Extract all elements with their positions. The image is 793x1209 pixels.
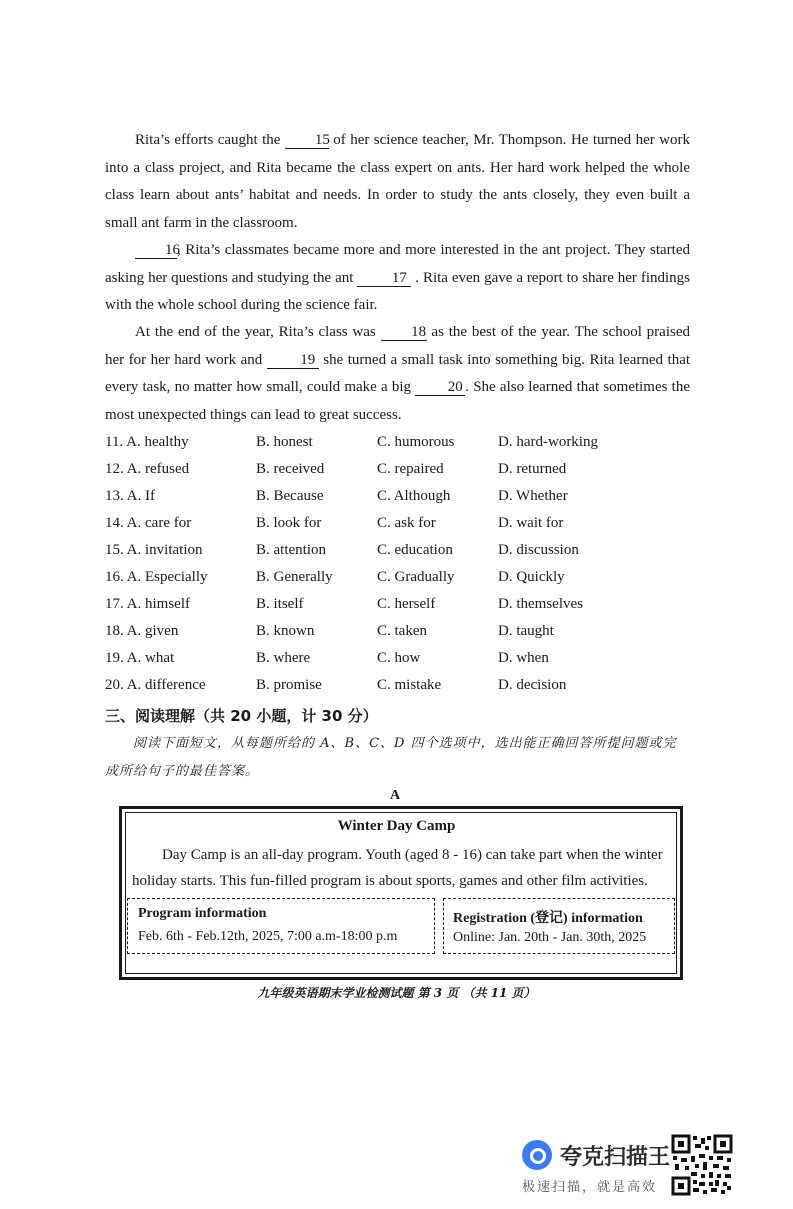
option-b[interactable]: B. look for: [256, 515, 322, 531]
option-b[interactable]: B. itself: [256, 596, 304, 612]
option-row-20: [105, 677, 705, 701]
passage-text: At the end of the year, Rita’s class was: [135, 324, 376, 340]
blank-20[interactable]: 20: [415, 379, 465, 396]
option-a[interactable]: 16. A. Especially: [105, 569, 208, 585]
section-heading: 三、阅读理解（共 20 小题，计 30 分）: [105, 707, 378, 725]
option-a[interactable]: 18. A. given: [105, 623, 179, 639]
option-row-19: [105, 650, 705, 674]
option-d[interactable]: D. returned: [498, 461, 567, 477]
option-c[interactable]: C. Although: [377, 488, 451, 504]
option-d[interactable]: D. Whether: [498, 488, 568, 504]
option-b[interactable]: B. known: [256, 623, 315, 639]
option-row-13: [105, 488, 705, 512]
option-c[interactable]: C. ask for: [377, 515, 436, 531]
passage-text: . She also learned that sometimes the most unexpected things can lead to great success.: [105, 379, 690, 423]
passage-paragraph-1: [105, 127, 690, 237]
option-row-18: [105, 623, 705, 647]
option-a[interactable]: 11. A. healthy: [105, 434, 189, 450]
option-d[interactable]: D. when: [498, 650, 549, 666]
passage-text: she turned a small task into something big. Rita learned that every task, no matter how small, could make a big: [105, 351, 691, 395]
option-a[interactable]: 13. A. If: [105, 488, 155, 504]
notice-body: Day Camp is an all-day program. Youth (aged 8 - 16) can take part when the winter holiday starts. This fun-filled program is about sports, games and other film activities.: [132, 847, 663, 889]
passage-text: as the best of the year. The school praised her for her hard work and: [105, 324, 690, 368]
option-b[interactable]: B. Generally: [256, 569, 333, 585]
option-c[interactable]: C. repaired: [377, 461, 444, 477]
option-row-14: [105, 515, 705, 539]
option-c[interactable]: C. mistake: [377, 677, 442, 693]
option-d[interactable]: D. Quickly: [498, 569, 565, 585]
option-row-15: [105, 542, 705, 566]
option-b[interactable]: B. Because: [256, 488, 324, 504]
qr-code-icon: [671, 1134, 733, 1196]
option-row-12: [105, 461, 705, 485]
passage-text: Rita’s efforts caught the: [135, 132, 281, 148]
program-info-value: Feb. 6th - Feb.12th, 2025, 7:00 a.m-18:00 p.m: [138, 929, 398, 944]
registration-info-title: Registration (登记) information: [453, 911, 643, 926]
blank-16[interactable]: 16: [135, 242, 177, 259]
option-c[interactable]: C. humorous: [377, 434, 455, 450]
option-d[interactable]: D. discussion: [498, 542, 579, 558]
option-c[interactable]: C. education: [377, 542, 453, 558]
option-b[interactable]: B. honest: [256, 434, 313, 450]
option-row-16: [105, 569, 705, 593]
option-a[interactable]: 17. A. himself: [105, 596, 190, 612]
option-b[interactable]: B. attention: [256, 542, 326, 558]
option-b[interactable]: B. received: [256, 461, 325, 477]
option-d[interactable]: D. themselves: [498, 596, 583, 612]
blank-17[interactable]: 17: [357, 270, 411, 287]
blank-15[interactable]: 15: [285, 132, 329, 149]
option-d[interactable]: D. taught: [498, 623, 554, 639]
program-info-title: Program information: [138, 906, 267, 921]
passage-text: . Rita even gave a report to share her findings with the whole school during the science fair.: [105, 269, 691, 313]
registration-info-value: Online: Jan. 20th - Jan. 30th, 2025: [453, 930, 647, 945]
section-instructions: 阅读下面短文，从每题所给的 A、B、C、D 四个选项中，选出能正确回答所提问题或完成所给句子的最佳答案。: [105, 736, 677, 779]
option-a[interactable]: 19. A. what: [105, 650, 175, 666]
passage-text: , Rita’s classmates became more and more interested in the ant project. They started asking her questions and studying the ant: [105, 242, 690, 286]
scanner-slogan: 极速扫描，就是高效: [522, 1180, 658, 1195]
passage-paragraph-2: [105, 237, 690, 320]
option-a[interactable]: 12. A. refused: [105, 461, 190, 477]
option-row-11: [105, 434, 705, 458]
blank-18[interactable]: 18: [381, 324, 427, 341]
option-row-17: [105, 596, 705, 620]
option-a[interactable]: 20. A. difference: [105, 677, 206, 693]
scanner-brand: 夸克扫描王: [560, 1145, 671, 1170]
notice-title: Winter Day Camp: [337, 818, 456, 834]
passage-label: A: [390, 788, 401, 803]
option-d[interactable]: D. wait for: [498, 515, 564, 531]
option-c[interactable]: C. how: [377, 650, 421, 666]
option-c[interactable]: C. herself: [377, 596, 436, 612]
option-c[interactable]: C. taken: [377, 623, 427, 639]
option-b[interactable]: B. where: [256, 650, 311, 666]
scanner-logo-icon: [522, 1140, 552, 1170]
passage-text: of her science teacher, Mr. Thompson. He turned her work into a class project, and Rita became the class expert on ants. Her hard work helped the whole class learn about ants’ habitat and needs. In order to study the ants closely, they even built a small ant farm in the classroom.: [105, 132, 691, 231]
option-a[interactable]: 14. A. care for: [105, 515, 192, 531]
option-d[interactable]: D. decision: [498, 677, 567, 693]
blank-19[interactable]: 19: [267, 352, 319, 369]
passage-paragraph-3: [105, 319, 690, 429]
option-d[interactable]: D. hard-working: [498, 434, 598, 450]
option-a[interactable]: 15. A. invitation: [105, 542, 203, 558]
page-footer: 九年级英语期末学业检测试题 第 3 页 （共 11 页）: [257, 986, 536, 1000]
option-c[interactable]: C. Gradually: [377, 569, 455, 585]
option-b[interactable]: B. promise: [256, 677, 322, 693]
